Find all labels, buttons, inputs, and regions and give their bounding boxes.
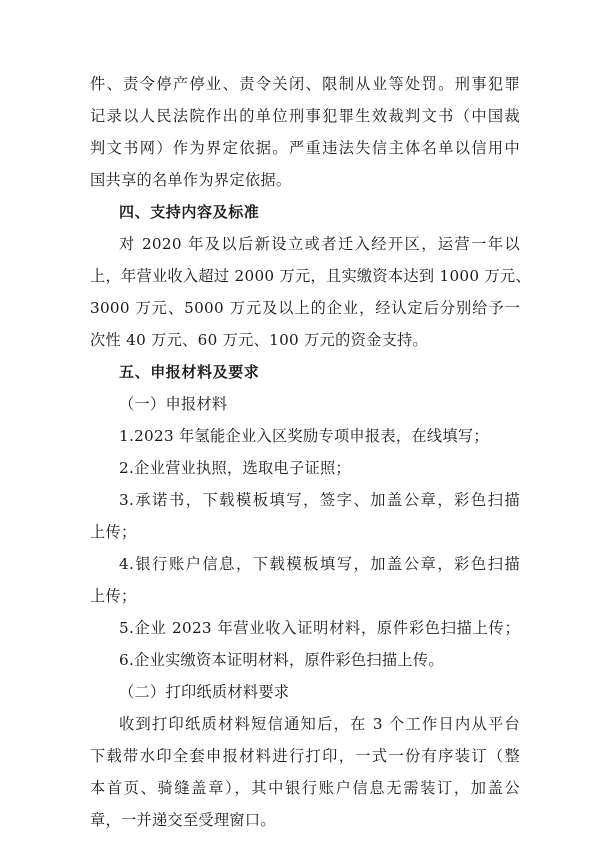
paragraph-line: 3000 万元、5000 万元及以上的企业，经认定后分别给予一 <box>90 299 520 317</box>
paragraph-line: 收到打印纸质材料短信通知后，在 3 个工作日内从平台 <box>119 715 520 733</box>
paragraph-line: 章，一并递交至受理窗口。 <box>90 811 276 829</box>
list-item-continuation: 上传； <box>90 523 137 541</box>
paragraph-line: 上，年营业收入超过 2000 万元，且实缴资本达到 1000 万元、 <box>90 267 531 285</box>
subsection-heading: （一）申报材料 <box>119 395 228 413</box>
paragraph-line: 对 2020 年及以后新设立或者迁入经开区，运营一年以 <box>119 235 520 253</box>
list-item: 6.企业实缴资本证明材料，原件彩色扫描上传。 <box>119 651 444 669</box>
paragraph-line: 本首页、骑缝盖章），其中银行账户信息无需装订，加盖公 <box>90 779 520 797</box>
section-heading: 四、支持内容及标准 <box>119 203 260 221</box>
list-item: 2.企业营业执照，选取电子证照； <box>119 459 351 477</box>
list-item-continuation: 上传； <box>90 587 137 605</box>
list-item: 3.承诺书，下载模板填写，签字、加盖公章，彩色扫描 <box>119 491 520 509</box>
list-item: 5.企业 2023 年营业收入证明材料，原件彩色扫描上传； <box>119 619 520 637</box>
paragraph-line: 判文书网）作为界定依据。严重违法失信主体名单以信用中 <box>90 139 520 157</box>
paragraph-line: 件、责令停产停业、责令关闭、限制从业等处罚。刑事犯罪 <box>90 75 520 93</box>
list-item: 4.银行账户信息，下载模板填写，加盖公章，彩色扫描 <box>119 555 520 573</box>
paragraph-line: 下载带水印全套申报材料进行打印，一式一份有序装订（整 <box>90 747 520 765</box>
subsection-heading: （二）打印纸质材料要求 <box>119 683 290 701</box>
paragraph-line: 次性 40 万元、60 万元、100 万元的资金支持。 <box>90 331 429 349</box>
list-item: 1.2023 年氢能企业入区奖励专项申报表，在线填写； <box>119 427 489 445</box>
section-heading: 五、申报材料及要求 <box>119 363 260 381</box>
paragraph-line: 国共享的名单作为界定依据。 <box>90 171 292 189</box>
paragraph-line: 记录以人民法院作出的单位刑事犯罪生效裁判文书（中国裁 <box>90 107 520 125</box>
